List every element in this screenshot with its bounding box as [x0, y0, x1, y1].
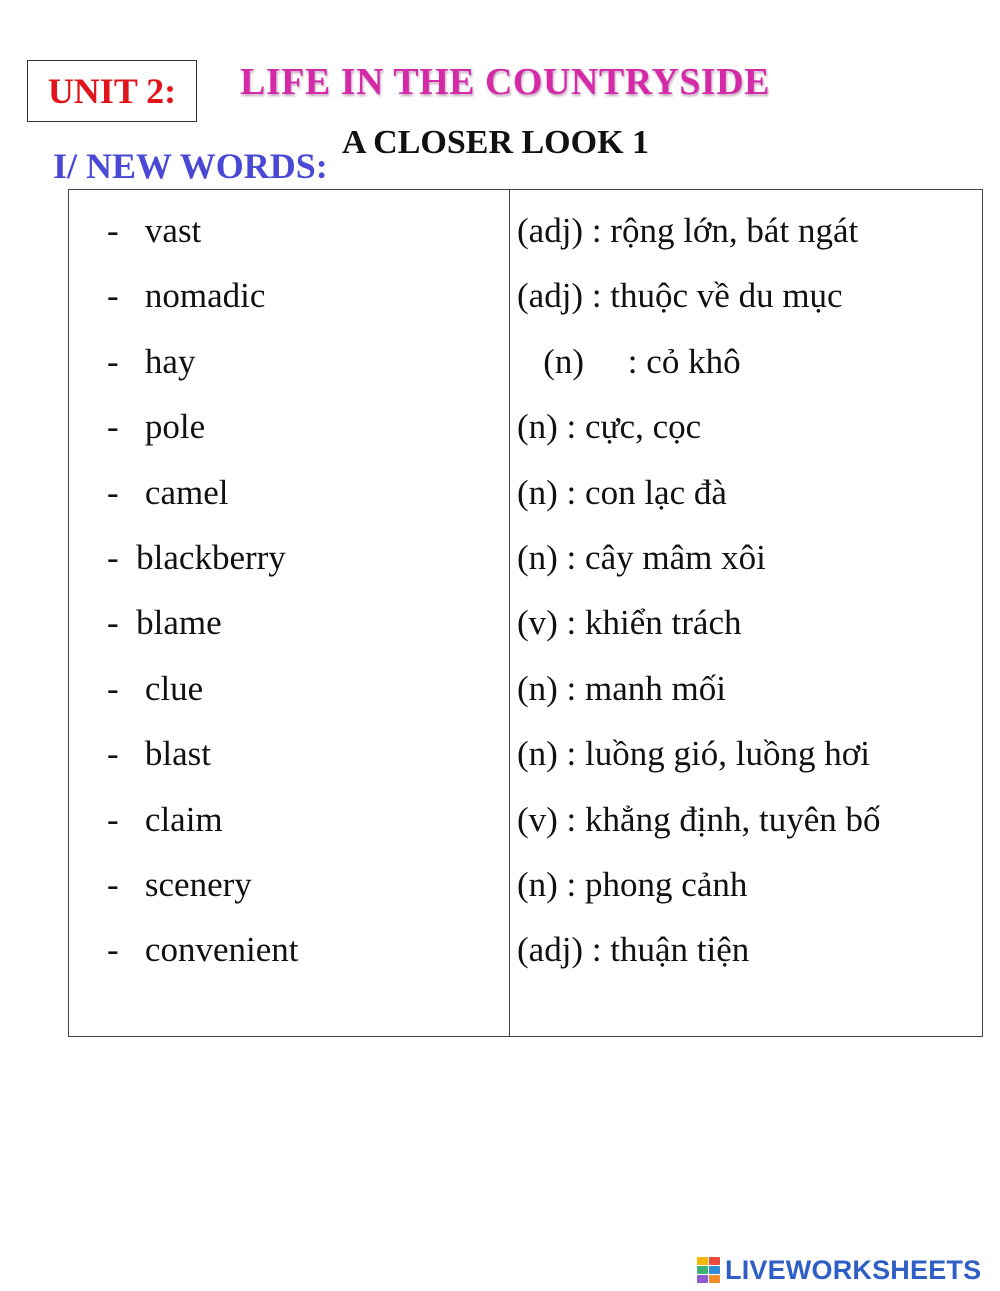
lesson-subtitle: A CLOSER LOOK 1 — [342, 124, 650, 161]
vocab-term: - camel — [107, 472, 229, 512]
page-title: LIFE IN THE COUNTRYSIDE — [240, 61, 770, 103]
table-row — [69, 721, 982, 786]
table-row — [69, 787, 982, 852]
table-row — [69, 329, 982, 394]
vocab-definition: (n) : cây mâm xôi — [517, 538, 766, 577]
table-row — [69, 852, 982, 917]
vocab-term: - blackberry — [107, 538, 286, 577]
table-row — [69, 656, 982, 721]
unit-label: UNIT 2: — [47, 71, 177, 111]
vocab-term: - hay — [107, 341, 196, 381]
vocab-term: - clue — [107, 668, 204, 708]
table-row — [69, 394, 982, 459]
vocabulary-table — [68, 189, 983, 1037]
vocab-definition: (n) : cỏ khô — [517, 341, 741, 381]
vocab-term: - convenient — [107, 930, 299, 970]
table-row — [69, 590, 982, 655]
vocab-term: - scenery — [107, 865, 252, 904]
vocab-definition: (n) : manh mối — [517, 668, 726, 708]
unit-label-box — [27, 60, 197, 122]
vocab-term: - vast — [107, 211, 202, 250]
table-row — [69, 460, 982, 525]
vocab-term: - nomadic — [107, 276, 266, 316]
table-row — [69, 525, 982, 590]
vocab-definition: (adj) : thuận tiện — [517, 930, 750, 970]
liveworksheets-logo — [697, 1254, 981, 1286]
vocab-definition: (n) : luồng gió, luồng hơi — [517, 734, 870, 774]
vocab-term: - blast — [107, 734, 212, 774]
table-row — [69, 917, 982, 982]
liveworksheets-logo-icon — [697, 1257, 721, 1283]
table-row — [69, 263, 982, 328]
section-heading: I/ NEW WORDS: — [53, 146, 328, 186]
vocab-term: - claim — [107, 799, 223, 839]
vocab-definition: (n) : con lạc đà — [517, 472, 727, 512]
vocab-definition: (adj) : thuộc về du mục — [517, 276, 843, 316]
vocab-definition: (v) : khẳng định, tuyên bố — [517, 799, 881, 839]
vocab-definition: (n) : phong cảnh — [517, 865, 748, 904]
table-row — [69, 198, 982, 263]
vocab-definition: (v) : khiển trách — [517, 603, 742, 643]
logo-text: LIVEWORKSHEETS — [725, 1254, 982, 1285]
vocab-definition: (adj) : rộng lớn, bát ngát — [517, 211, 859, 250]
vocab-term: - pole — [107, 407, 206, 447]
vocab-definition: (n) : cực, cọc — [517, 407, 702, 447]
vocab-term: - blame — [107, 603, 222, 643]
